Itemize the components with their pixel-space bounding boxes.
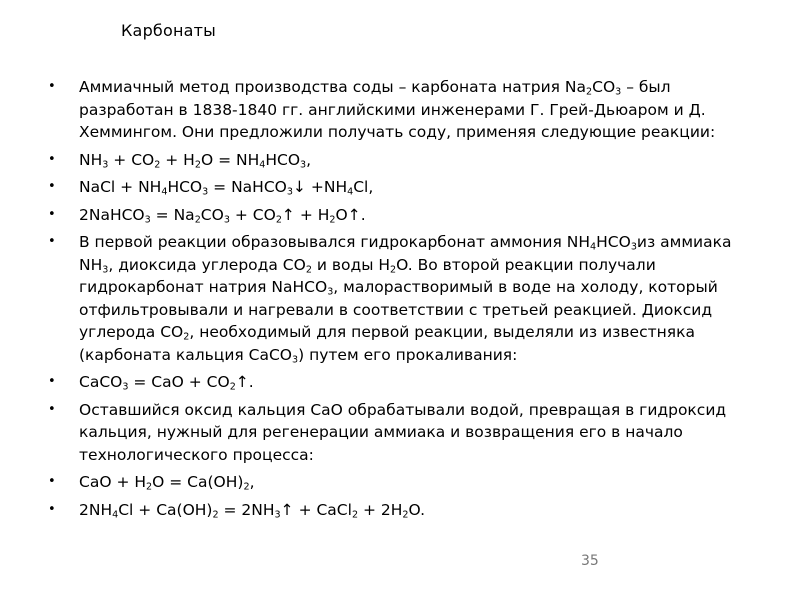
text-run: – был разработан в 1838-1840 гг. английскими инженерами Г. Грей-Дьюаром и Д. Хеммингом. Они предложили получать соду, применяя следующие реакции: — [79, 78, 716, 141]
subscript: 2 — [586, 86, 593, 98]
text-run: O. — [408, 500, 426, 519]
text-run: , — [249, 473, 255, 491]
list-item-reaction-2 — [48, 176, 768, 199]
subscript: 2 — [183, 331, 190, 343]
list-item-reaction-3 — [48, 204, 768, 227]
text-run: + CO — [229, 205, 276, 224]
bullet-list — [48, 76, 768, 526]
subscript: 2 — [146, 481, 153, 493]
text-run: Cl, — [353, 178, 374, 196]
text-run: и воды H — [311, 255, 391, 274]
list-item-reaction-ammonia — [48, 499, 768, 522]
list-item-calcination — [48, 371, 768, 394]
subscript: 3 — [223, 213, 230, 225]
item-text — [79, 178, 373, 196]
subscript: 3 — [144, 213, 151, 225]
bullet-marker: • — [48, 501, 56, 517]
text-run: , малорастворимый в воде на холоду, который отфильтровывали и нагревали в соответствии с третьей реакцией. Диоксид углерода CO — [79, 278, 718, 341]
slide-title: Карбонаты — [121, 21, 216, 40]
subscript: 4 — [259, 158, 266, 170]
text-run: ↑ + H — [281, 205, 330, 224]
text-run: NaCl + NH — [79, 178, 162, 196]
text-run: HCO — [167, 178, 203, 196]
subscript: 4 — [590, 241, 597, 253]
subscript: 3 — [615, 86, 622, 98]
subscript: 2 — [194, 158, 201, 170]
subscript: 3 — [102, 263, 109, 275]
text-run: + H — [160, 150, 195, 169]
bullet-marker: • — [48, 234, 56, 249]
item-text — [79, 206, 366, 224]
subscript: 3 — [286, 186, 293, 198]
text-run: ↑ + CaCl — [280, 500, 352, 519]
subscript: 3 — [630, 241, 637, 253]
bullet-marker: • — [48, 374, 56, 389]
bullet-marker: • — [48, 151, 56, 167]
item-text — [79, 151, 311, 169]
item-text — [79, 401, 726, 464]
text-run: 2NH — [79, 500, 113, 519]
page-number: 35 — [581, 553, 599, 569]
subscript: 3 — [274, 508, 281, 520]
list-item-intro — [48, 76, 768, 144]
subscript: 3 — [102, 158, 109, 170]
subscript: 3 — [292, 353, 299, 365]
text-run: + CO — [108, 150, 155, 169]
text-run: CaCO — [79, 373, 123, 391]
text-run: = CaO + CO — [128, 373, 230, 391]
list-item-regeneration — [48, 399, 768, 467]
text-run: O↑. — [335, 205, 366, 224]
text-run: CO — [592, 78, 616, 96]
subscript: 2 — [305, 263, 312, 275]
text-run: Cl + Ca(OH) — [118, 500, 213, 519]
list-item-reaction-slaking — [48, 471, 768, 494]
text-run: В первой реакции образовывался гидрокарбонат аммония NH — [79, 233, 591, 251]
subscript: 4 — [347, 186, 354, 198]
bullet-marker: • — [48, 401, 56, 417]
text-run: CO — [200, 205, 224, 224]
text-run: O = NH — [200, 150, 260, 169]
text-run: HCO — [265, 150, 301, 169]
text-run: , — [306, 150, 312, 169]
item-text — [79, 373, 254, 391]
subscript: 2 — [212, 508, 219, 520]
subscript: 2 — [229, 381, 236, 393]
subscript: 2 — [275, 213, 282, 225]
text-run: HCO — [596, 233, 631, 251]
text-run: O = Ca(OH) — [152, 473, 244, 491]
text-run: Аммиачный метод производства соды – карбоната натрия Na — [79, 78, 587, 96]
subscript: 2 — [154, 158, 161, 170]
text-run: ↑. — [235, 373, 254, 391]
text-run: Оставшийся оксид кальция CaO обрабатывали водой, превращая в гидроксид кальция, нужный для регенерации аммиака и возвращения его в начало технологического процесса: — [79, 400, 727, 464]
subscript: 3 — [122, 381, 129, 393]
item-text — [79, 233, 731, 364]
subscript: 2 — [351, 508, 359, 520]
bullet-marker: • — [48, 79, 56, 94]
subscript: 2 — [402, 508, 409, 520]
text-run: , необходимый для первой реакции, выделяли из известняка (карбоната кальция CaCO — [79, 323, 695, 364]
text-run: ) путем его прокаливания: — [298, 345, 518, 364]
text-run: + 2H — [358, 500, 403, 519]
text-run: = Na — [150, 205, 195, 224]
text-run: CaO + H — [79, 473, 147, 491]
subscript: 4 — [112, 508, 119, 520]
subscript: 3 — [202, 186, 209, 198]
subscript: 4 — [161, 186, 168, 198]
list-item-explanation — [48, 231, 768, 366]
text-run: NH — [79, 150, 103, 169]
subscript: 3 — [327, 286, 334, 298]
subscript: 3 — [300, 158, 307, 170]
text-run: O. Во второй реакции получали гидрокарбонат натрия NaHCO — [79, 255, 656, 296]
item-text — [79, 501, 425, 519]
bullet-marker: • — [48, 206, 56, 222]
text-run: 2NaHCO — [79, 205, 145, 224]
text-run: , диоксида углерода CO — [108, 255, 306, 274]
text-run: ↓ +NH — [292, 178, 348, 196]
item-text — [79, 473, 255, 491]
item-text — [79, 78, 715, 141]
subscript: 2 — [390, 263, 397, 275]
bullet-marker: • — [48, 474, 56, 489]
text-run: = NaHCO — [208, 178, 287, 196]
subscript: 2 — [194, 213, 201, 225]
bullet-marker: • — [48, 179, 56, 194]
subscript: 2 — [243, 481, 250, 493]
list-item-reaction-1 — [48, 149, 768, 172]
text-run: из аммиака NH — [79, 233, 732, 274]
text-run: = 2NH — [218, 500, 275, 519]
subscript: 2 — [329, 213, 336, 225]
